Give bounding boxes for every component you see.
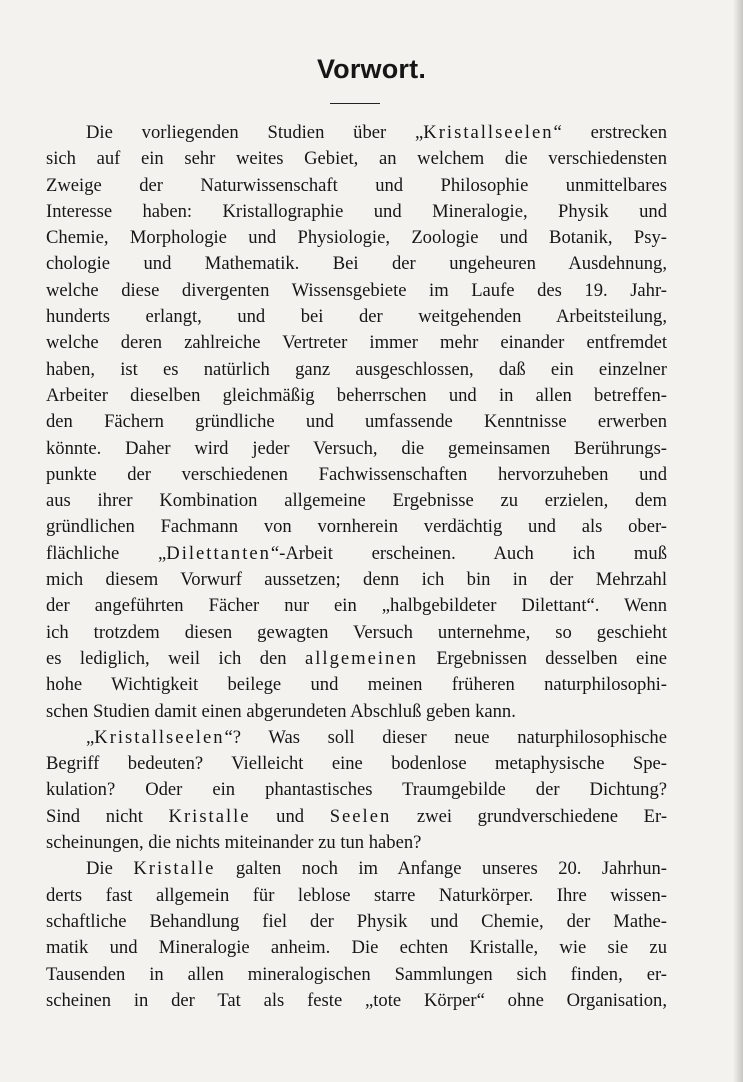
page-edge-shadow <box>733 0 743 1082</box>
text-line: matik und Mineralogie anheim. Die echten Kristalle, wie sie zu <box>46 937 667 959</box>
text-line: Zweige der Naturwissenschaft und Philosophie unmittelbares <box>46 174 667 196</box>
text-line: haben, ist es natürlich ganz ausgeschlossen, daß ein einzelner <box>46 358 667 380</box>
text-line: Chemie, Morphologie und Physiologie, Zoologie und Botanik, Psy- <box>46 227 667 249</box>
text-line: mich diesem Vorwurf aussetzen; denn ich bin in der Mehrzahl <box>46 569 667 591</box>
text-line: hohe Wichtigkeit beilege und meinen früheren naturphilosophi- <box>46 674 667 696</box>
text-line: „Kristallseelen“? Was soll dieser neue naturphilosophische <box>86 726 667 748</box>
text-line: der angeführten Fächer nur ein „halbgebildeter Dilettant“. Wenn <box>46 595 667 617</box>
text-line: sich auf ein sehr weites Gebiet, an welchem die verschiedensten <box>46 148 667 170</box>
text-line: welche diese divergenten Wissensgebiete im Laufe des 19. Jahr- <box>46 279 667 301</box>
page-title: Vorwort. <box>316 54 427 84</box>
text-line: könnte. Daher wird jeder Versuch, die gemeinsamen Berührungs- <box>46 437 667 459</box>
text-line: ich trotzdem diesen gewagten Versuch unternehme, so geschieht <box>46 621 667 643</box>
text-line: Die vorliegenden Studien über „Kristallseelen“ erstrecken <box>86 122 667 143</box>
text-line: den Fächern gründliche und umfassende Kenntnisse erwerben <box>46 411 667 433</box>
text-line: Die Kristalle galten noch im Anfange unseres 20. Jahrhun- <box>86 858 667 880</box>
text-line: hunderts erlangt, und bei der weitgehenden Arbeitsteilung, <box>46 306 667 328</box>
text-line: derts fast allgemein für leblose starre Naturkörper. Ihre wissen- <box>46 884 667 906</box>
text-line: punkte der verschiedenen Fachwissenschaften hervorzuheben und <box>46 463 667 485</box>
text-line: chologie und Mathematik. Bei der ungeheuren Ausdehnung, <box>46 253 667 275</box>
text-line: gründlichen Fachmann von vornherein verdächtig und als ober- <box>46 516 667 538</box>
text-line: scheinen in der Tat als feste „tote Körper“ ohne Organisation, <box>46 989 667 1011</box>
text-line: flächliche „Dilettanten“-Arbeit erscheinen. Auch ich muß <box>46 542 667 564</box>
text-line: scheinungen, die nichts miteinander zu tun haben? <box>46 832 422 854</box>
body-text <box>46 120 667 1014</box>
text-line: Arbeiter dieselben gleichmäßig beherrschen und in allen betreffen- <box>46 384 667 406</box>
text-line: Sind nicht Kristalle und Seelen zwei grundverschiedene Er- <box>46 805 668 827</box>
text-line: Tausenden in allen mineralogischen Sammlungen sich finden, er- <box>46 963 667 985</box>
text-line: aus ihrer Kombination allgemeine Ergebnisse zu erzielen, dem <box>46 490 667 512</box>
text-line: schen Studien damit einen abgerundeten Abschluß geben kann. <box>46 700 516 722</box>
title-rule <box>330 103 380 104</box>
text-line: Begriff bedeuten? Vielleicht eine bodenlose metaphysische Spe- <box>46 753 667 775</box>
text-line: schaftliche Behandlung fiel der Physik und Chemie, der Mathe- <box>46 910 667 932</box>
text-line: welche deren zahlreiche Vertreter immer mehr einander entfremdet <box>46 332 667 354</box>
text-line: Interesse haben: Kristallographie und Mineralogie, Physik und <box>46 200 667 222</box>
text-line: kulation? Oder ein phantastisches Traumgebilde der Dichtung? <box>46 779 667 801</box>
text-line: es lediglich, weil ich den allgemeinen Ergebnissen desselben eine <box>46 647 668 669</box>
